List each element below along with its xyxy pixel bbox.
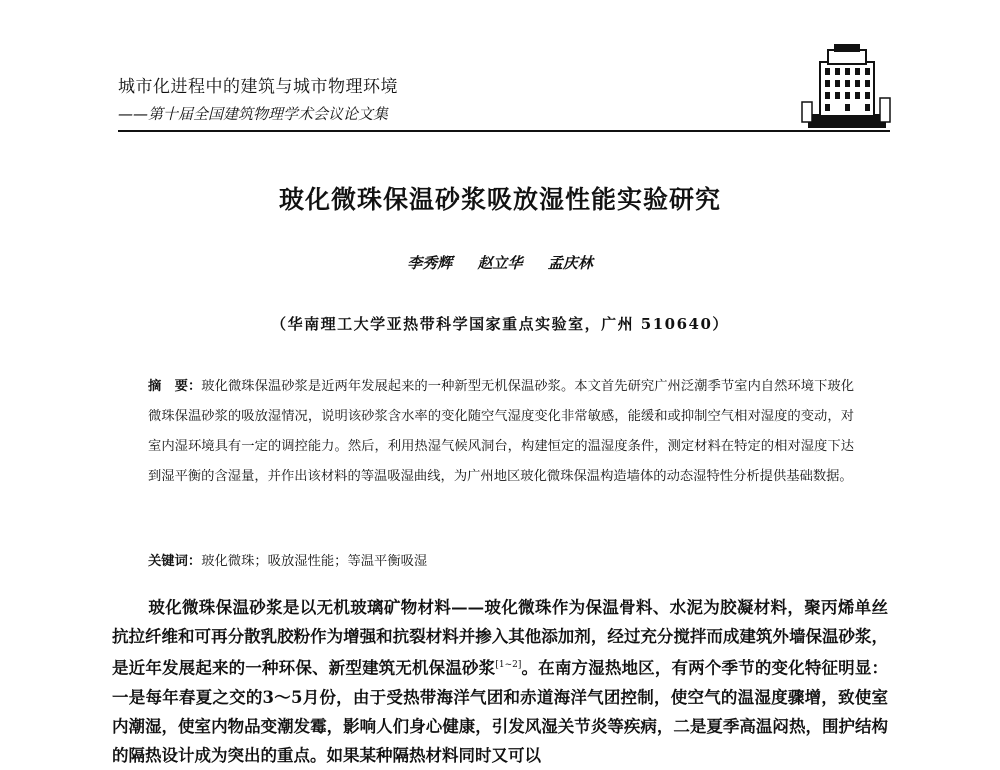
abstract-label: 摘 要： bbox=[148, 379, 202, 394]
affiliation: （华南理工大学亚热带科学国家重点实验室，广州 510640） bbox=[271, 315, 729, 333]
abstract-text: 玻化微珠保温砂浆是近两年发展起来的一种新型无机保温砂浆。本文首先研究广州泛潮季节室内自然环境下玻化微珠保温砂浆的吸放湿情况，说明该砂浆含水率的变化随空气湿度变化非常敏感，能缓和或抑制空气相对湿度的变动，对室内湿环境具有一定的调控能力。然后，利用热湿气候风洞台，构建恒定的温湿度条件，测定材料在特定的相对湿度下达到湿平衡的含湿量，并作出该材料的等温吸湿曲线，为广州地区玻化微珠保温构造墙体的动态湿特性分析提供基础数据。 bbox=[148, 379, 855, 484]
series-subtitle: ——第十届全国建筑物理学术会议论文集 bbox=[118, 105, 389, 123]
body-text-part2: 。在南方湿热地区，有两个季节的变化特征明显：一是每年春夏之交的3～5月份，由于受热带海洋气团和赤道海洋气团控制，使空气的温湿度骤增，致使室内潮湿，使室内物品变潮发霉，影响人们身心健康，引发风湿关节炎等疾病，二是夏季高温闷热，围护结构的隔热设计成为突出的重点。如果某种隔热材料同时又可以 bbox=[112, 658, 889, 765]
abstract bbox=[148, 372, 854, 492]
series-title: 城市化进程中的建筑与城市物理环境 bbox=[118, 77, 398, 97]
keywords-label: 关键词： bbox=[148, 554, 202, 569]
building-logo-icon bbox=[800, 44, 892, 130]
author-name: 孟庆林 bbox=[547, 254, 593, 272]
citation-ref: [1~2] bbox=[495, 660, 522, 670]
author-list bbox=[0, 252, 1000, 273]
keywords bbox=[148, 550, 854, 569]
running-header bbox=[118, 72, 898, 124]
body-paragraph bbox=[112, 593, 888, 770]
paper-title: 玻化微珠保温砂浆吸放湿性能实验研究 bbox=[278, 185, 721, 214]
author-name: 赵立华 bbox=[477, 254, 523, 272]
body-text-part1: 玻化微珠保温砂浆是以无机玻璃矿物材料——玻化微珠作为保温骨料、水泥为胶凝材料，聚丙烯单丝抗拉纤维和可再分散乳胶粉作为增强和抗裂材料并掺入其他添加剂，经过充分搅拌而成建筑外墙保温砂浆，是近年发展起来的一种环保、新型建筑无机保温砂浆 bbox=[112, 598, 888, 678]
author-name: 李秀辉 bbox=[407, 254, 453, 272]
header-rule bbox=[118, 130, 890, 132]
keywords-text: 玻化微珠；吸放湿性能；等温平衡吸湿 bbox=[201, 554, 428, 569]
